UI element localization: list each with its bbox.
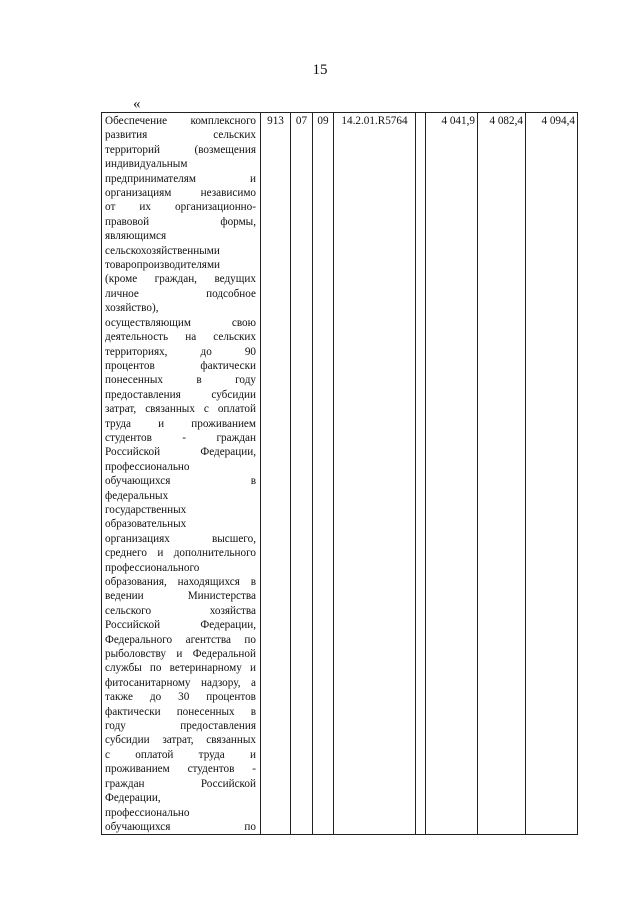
description-word: с xyxy=(203,403,209,416)
description-word: формы, xyxy=(220,215,256,228)
description-word: году xyxy=(235,374,256,387)
description-word: понесенных xyxy=(105,374,163,387)
description-word: индивидуальным xyxy=(105,158,188,171)
description-word: Федерального xyxy=(105,633,173,646)
description-word: 90 xyxy=(244,345,256,358)
description-word: затрат, xyxy=(162,734,194,747)
description-word: личное xyxy=(105,287,139,300)
description-word: и xyxy=(158,417,165,430)
description-line xyxy=(105,489,256,503)
description-word: оплатой xyxy=(135,748,174,761)
description-word: 30 xyxy=(178,691,190,704)
description-word: труда xyxy=(105,417,132,430)
description-word: связанных xyxy=(145,403,195,416)
description-word: ветеринарному xyxy=(169,662,242,675)
description-word: Федерации, xyxy=(200,446,256,459)
description-line xyxy=(105,676,256,690)
description-word: - xyxy=(252,763,256,776)
expense-description-cell xyxy=(102,113,261,835)
description-word: в xyxy=(250,475,256,488)
table-row xyxy=(102,113,578,835)
description-word: службы xyxy=(105,662,142,675)
description-line xyxy=(105,287,256,301)
description-line xyxy=(105,445,256,459)
description-word: фитосанитарному xyxy=(105,676,191,689)
description-word: в xyxy=(250,705,256,718)
description-word: Федерации, xyxy=(200,619,256,632)
description-word: организациям xyxy=(105,187,172,200)
description-line xyxy=(105,589,256,603)
description-line xyxy=(105,820,256,834)
description-word: осуществляющим xyxy=(105,316,191,329)
ministry-code-cell: 913 xyxy=(261,113,291,835)
description-line xyxy=(105,604,256,618)
description-word: хозяйство), xyxy=(105,302,159,315)
description-word: граждан xyxy=(105,777,145,790)
description-line xyxy=(105,114,256,128)
description-word: ведущих xyxy=(214,273,256,286)
description-line xyxy=(105,561,256,575)
description-line xyxy=(105,777,256,791)
description-word: сельских xyxy=(213,129,256,142)
description-line xyxy=(105,474,256,488)
description-line xyxy=(105,762,256,776)
description-word: являющимся xyxy=(105,230,167,243)
description-word: рыболовству xyxy=(105,648,166,661)
description-word: Российской xyxy=(105,619,161,632)
description-word: профессионально xyxy=(105,806,190,819)
description-word: затрат, xyxy=(105,403,137,416)
description-word: оплатой xyxy=(217,403,256,416)
description-word: хозяйства xyxy=(209,604,256,617)
description-word: профессионально xyxy=(105,460,190,473)
description-line xyxy=(105,431,256,445)
description-word: студентов xyxy=(187,763,235,776)
description-line xyxy=(105,272,256,286)
description-line xyxy=(105,705,256,719)
description-line xyxy=(105,733,256,747)
description-line xyxy=(105,316,256,330)
description-line xyxy=(105,186,256,200)
description-word: комплексного xyxy=(190,115,256,127)
description-word: их xyxy=(139,201,151,214)
description-line xyxy=(105,647,256,661)
description-word: (кроме xyxy=(105,273,138,286)
description-word: также xyxy=(105,691,133,704)
amount-year-3-cell: 4 094,4 xyxy=(526,113,578,835)
description-word: территорий xyxy=(105,143,160,156)
subsection-code-cell: 09 xyxy=(313,113,334,835)
description-word: предоставления xyxy=(180,720,256,733)
description-word: и xyxy=(176,648,183,661)
description-line xyxy=(105,402,256,416)
description-word: и xyxy=(157,547,164,560)
description-word: сельского xyxy=(105,604,152,617)
description-word: на xyxy=(185,331,197,344)
description-word: образования, xyxy=(105,576,167,588)
description-word: обучающихся xyxy=(105,475,171,488)
description-line xyxy=(105,330,256,344)
description-line xyxy=(105,200,256,214)
description-word: свою xyxy=(231,316,256,329)
section-code-cell: 07 xyxy=(291,113,313,835)
description-word: профессионального xyxy=(105,561,200,574)
amount-year-2-cell: 4 082,4 xyxy=(478,113,526,835)
description-line xyxy=(105,417,256,431)
description-line xyxy=(105,806,256,820)
target-article-cell: 14.2.01.R5764 xyxy=(334,113,416,835)
description-word: граждан, xyxy=(154,273,197,286)
description-word: до xyxy=(149,691,162,704)
opening-quote-mark: « xyxy=(133,96,141,112)
description-line xyxy=(105,618,256,632)
description-word: высшего, xyxy=(211,532,256,545)
description-word: с xyxy=(105,748,110,761)
description-word: по xyxy=(244,633,256,646)
expense-type-cell xyxy=(416,113,426,835)
description-word: правовой xyxy=(105,215,150,228)
description-word: организационно- xyxy=(175,201,256,214)
description-word: предпринимателям xyxy=(105,172,196,185)
description-word: сельскохозяйственными xyxy=(105,244,220,257)
description-word: государственных xyxy=(105,503,187,516)
description-line xyxy=(105,690,256,704)
description-word: в xyxy=(250,576,256,588)
description-word: сельских xyxy=(213,331,256,344)
description-word: от xyxy=(105,201,116,214)
page-number: 15 xyxy=(312,62,328,78)
description-word: развития xyxy=(105,129,148,142)
description-word: федеральных xyxy=(105,489,169,502)
description-word: студентов xyxy=(105,431,152,444)
description-word: и xyxy=(250,172,256,185)
description-word: предоставления xyxy=(105,388,181,401)
description-word: товаропроизводителями xyxy=(105,259,221,272)
description-word: агентства xyxy=(185,633,231,646)
description-line xyxy=(105,128,256,142)
expense-description xyxy=(105,114,256,834)
description-word: субсидии xyxy=(211,388,256,401)
description-word: обучающихся xyxy=(105,820,171,833)
description-word: по xyxy=(149,662,162,675)
description-word: подсобное xyxy=(206,287,256,300)
description-word: году xyxy=(105,720,126,733)
description-word: ведении xyxy=(105,590,144,603)
description-word: надзору, xyxy=(201,676,241,689)
description-line xyxy=(105,244,256,258)
description-word: территориях, xyxy=(105,345,168,358)
amount-year-1-cell: 4 041,9 xyxy=(426,113,478,835)
description-word: и xyxy=(249,662,256,675)
description-line xyxy=(105,633,256,647)
description-line xyxy=(105,460,256,474)
description-word: фактически xyxy=(105,705,161,718)
description-word: а xyxy=(251,676,256,689)
description-line xyxy=(105,172,256,186)
description-word: в xyxy=(196,374,202,387)
budget-table xyxy=(101,112,578,835)
description-word: независимо xyxy=(200,187,256,200)
description-word: образовательных xyxy=(105,518,187,531)
description-word: проживанием xyxy=(191,417,256,430)
description-word: труда xyxy=(198,748,225,761)
description-word: дополнительного xyxy=(173,547,256,560)
description-word: среднего xyxy=(105,547,147,560)
description-word: до xyxy=(200,345,212,358)
description-word: понесенных xyxy=(176,705,235,718)
description-line xyxy=(105,229,256,243)
description-line xyxy=(105,791,256,805)
description-word: фактически xyxy=(200,359,256,372)
description-line xyxy=(105,258,256,272)
description-word: связанных xyxy=(206,734,256,747)
description-line xyxy=(105,575,256,589)
description-word: (возмещения xyxy=(194,143,256,156)
description-word: и xyxy=(249,748,256,761)
description-word: по xyxy=(244,820,256,833)
description-word: граждан xyxy=(216,431,256,444)
description-line xyxy=(105,503,256,517)
description-word: деятельность xyxy=(105,331,169,344)
description-word: Министерства xyxy=(187,590,256,603)
description-word: находящихся xyxy=(177,576,240,588)
description-line xyxy=(105,373,256,387)
description-line xyxy=(105,546,256,560)
description-line xyxy=(105,143,256,157)
description-word: субсидии xyxy=(105,734,150,747)
description-word: Российской xyxy=(200,777,256,790)
description-word: процентов xyxy=(206,691,256,704)
description-line xyxy=(105,388,256,402)
description-word: процентов xyxy=(105,359,155,372)
description-line xyxy=(105,661,256,675)
description-line xyxy=(105,301,256,315)
description-line xyxy=(105,532,256,546)
description-word: - xyxy=(182,431,187,444)
description-line xyxy=(105,517,256,531)
description-line xyxy=(105,748,256,762)
description-word: проживанием xyxy=(105,763,170,776)
description-line xyxy=(105,215,256,229)
description-line xyxy=(105,359,256,373)
description-line xyxy=(105,345,256,359)
description-word: Российской xyxy=(105,446,161,459)
description-line xyxy=(105,719,256,733)
description-word: Федеральной xyxy=(192,648,256,661)
description-word: Обеспечение xyxy=(105,115,168,127)
description-word: организациях xyxy=(105,532,170,545)
description-line xyxy=(105,157,256,171)
description-word: Федерации, xyxy=(105,792,161,805)
